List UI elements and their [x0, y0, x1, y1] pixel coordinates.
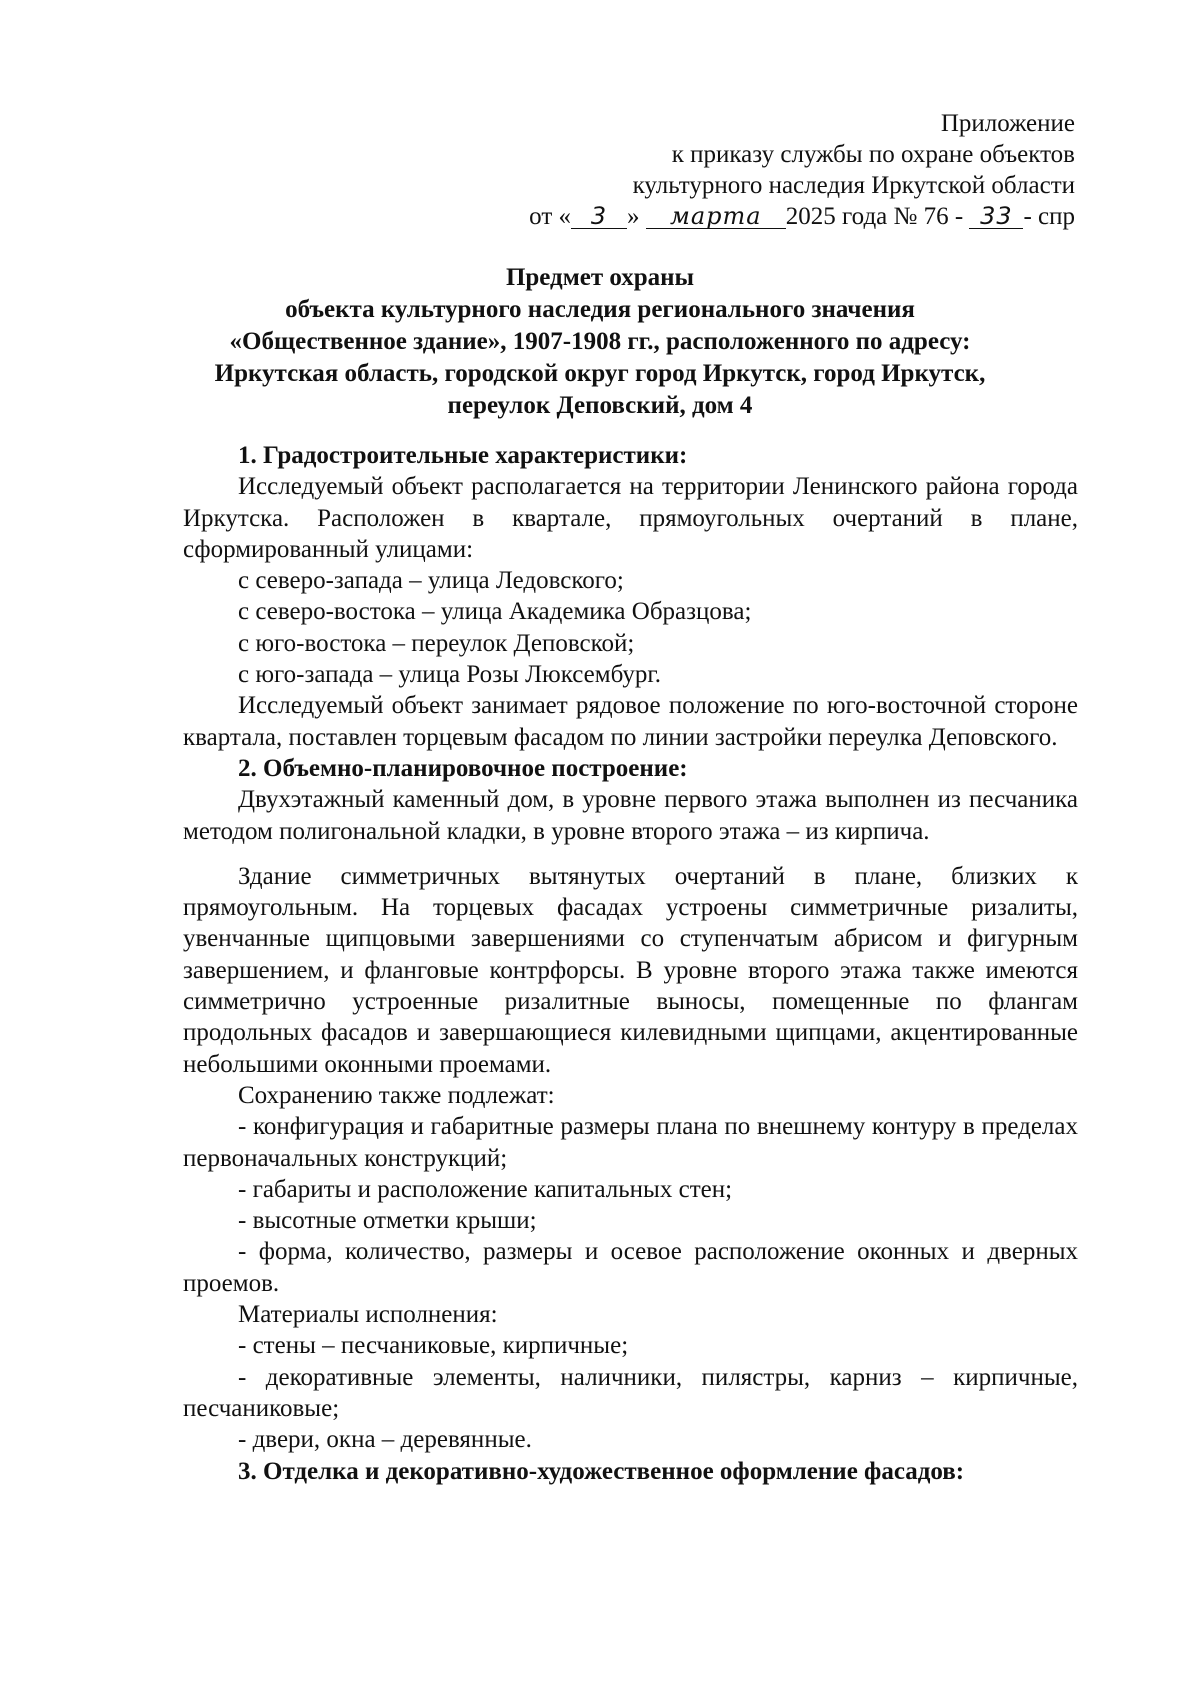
section3-heading: 3. Отделка и декоративно-художественное оформление фасадов:	[238, 1457, 965, 1485]
preserve-item: - габариты и расположение капитальных стен;	[238, 1175, 733, 1203]
document-title	[150, 262, 1050, 422]
order-suffix: - спр	[1023, 203, 1075, 230]
handwritten-day: 3	[571, 204, 627, 229]
preserve-item: - форма, количество, размеры и осевое расположение оконных и дверных проемов.	[183, 1238, 1078, 1297]
date-mid: »	[627, 203, 640, 230]
preserve-label: Сохранению также подлежат:	[238, 1081, 555, 1109]
order-line: к приказу службы по охране объектов	[671, 141, 1075, 168]
section2-para2: Здание симметричных вытянутых очертаний в плане, близких к прямоугольным. На торцевых фасадах устроены симметричные ризалиты, увенчанные щипцовыми завершениями со ступенчатым абрисом и фигурным завершением, и фланговые контрфорсы. В уровне второго этажа также имеются симметрично устроенные ризалитные выносы, помещенные по флангам продольных фасадов и завершающиеся килевидными щипцами, акцентированные небольшими оконными проемами.	[183, 862, 1078, 1078]
handwritten-month: марта	[646, 204, 786, 229]
date-year-part: 2025 года № 76 -	[785, 203, 964, 230]
title-line-4: Иркутская область, городской округ город Иркутск, город Иркутск,	[214, 360, 986, 387]
preserve-item: - конфигурация и габаритные размеры плана по внешнему контуру в пределах первоначальных конструкций;	[183, 1113, 1078, 1172]
section2-heading: 2. Объемно-планировочное построение:	[238, 754, 688, 782]
title-line-3: «Общественное здание», 1907-1908 гг., расположенного по адресу:	[229, 328, 971, 355]
materials-item: - стены – песчаниковые, кирпичные;	[238, 1332, 629, 1360]
title-line-1: Предмет охраны	[505, 264, 695, 291]
handwritten-order-number: 33	[969, 204, 1023, 229]
section2-para1: Двухэтажный каменный дом, в уровне первого этажа выполнен из песчаника методом полигональной кладки, в уровне второго этажа – из кирпича.	[183, 786, 1078, 845]
materials-item: - декоративные элементы, наличники, пилястры, карниз – кирпичные, песчаниковые;	[183, 1363, 1078, 1422]
section1-intro: Исследуемый объект располагается на территории Ленинского района города Иркутска. Расположен в квартале, прямоугольных очертаний в плане, сформированный улицами:	[183, 473, 1078, 563]
agency-line: культурного наследия Иркутской области	[632, 172, 1075, 199]
street-item: с северо-запада – улица Ледовского;	[238, 567, 624, 595]
date-prefix: от «	[529, 203, 572, 230]
section1-heading: 1. Градостроительные характеристики:	[238, 442, 688, 469]
section1-position: Исследуемый объект занимает рядовое положение по юго-восточной стороне квартала, поставлен торцевым фасадом по линии застройки переулка Деповского.	[183, 692, 1078, 751]
preserve-item: - высотные отметки крыши;	[238, 1207, 537, 1235]
street-item: с юго-запада – улица Розы Люксембург.	[238, 661, 662, 689]
street-item: с северо-востока – улица Академика Образцова;	[238, 598, 752, 626]
materials-label: Материалы исполнения:	[238, 1301, 498, 1329]
street-item: с юго-востока – переулок Деповской;	[238, 629, 635, 657]
document-body	[183, 440, 1078, 1487]
appendix-label: Приложение	[940, 110, 1075, 137]
order-date-line	[529, 201, 1075, 232]
materials-item: - двери, окна – деревянные.	[238, 1426, 532, 1454]
appendix-header	[529, 108, 1075, 232]
title-line-5: переулок Деповский, дом 4	[447, 392, 753, 419]
title-line-2: объекта культурного наследия регионального значения	[285, 296, 915, 323]
